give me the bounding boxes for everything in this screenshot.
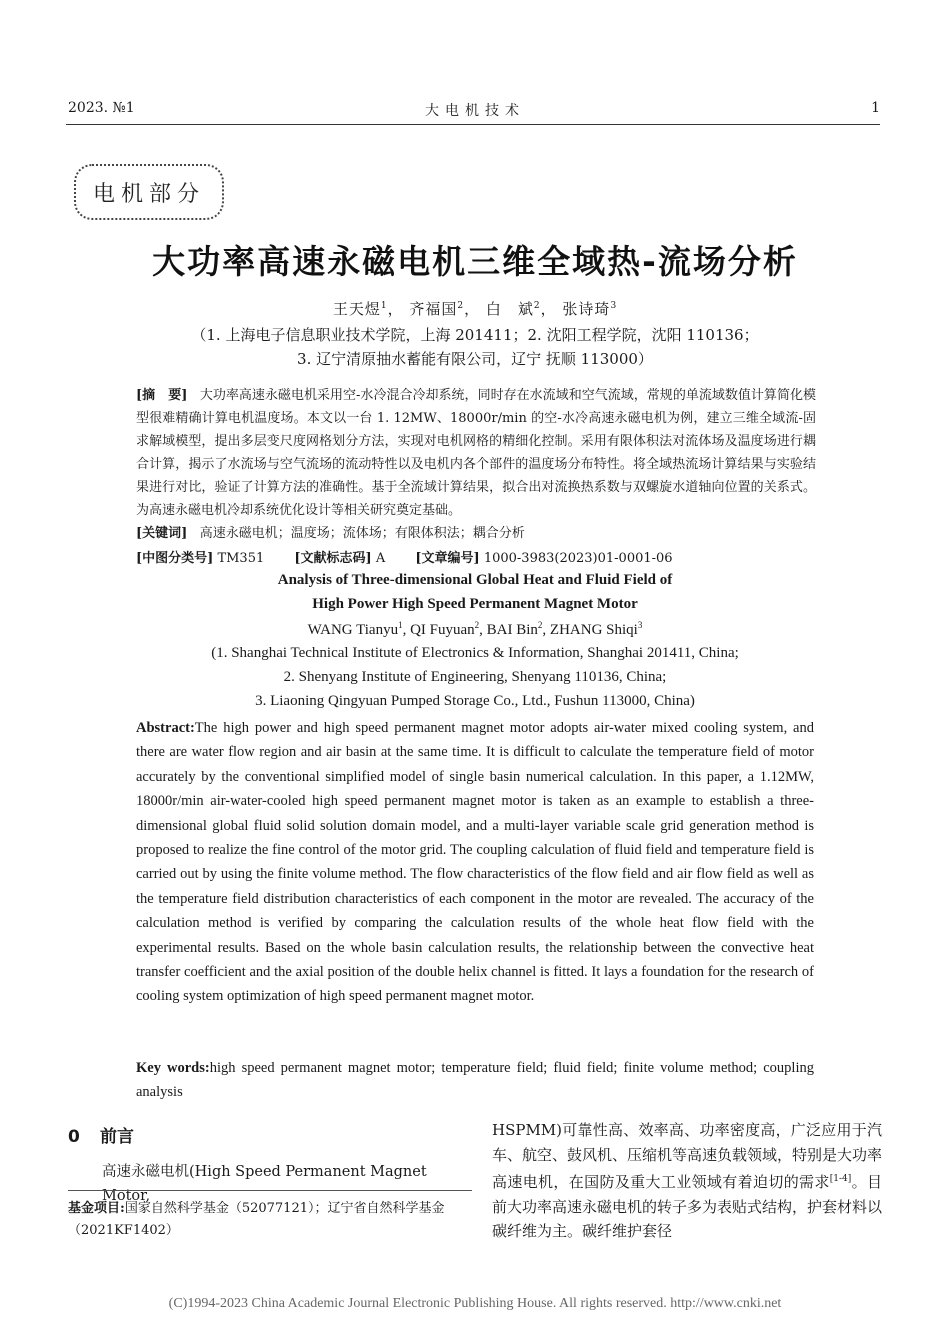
en-affiliation-line: 2. Shenyang Institute of Engineering, Shenyang 110136, China;	[283, 669, 667, 685]
abstract-cn-text: 大功率高速永磁电机采用空-水冷混合冷却系统，同时存在水流域和空气流域，常规的单流域数值计算简化模型很难精确计算电机温度场。本文以一台 1. 12MW、18000r/min 的空-水冷高速永磁电机为例，建立三维全域流-固求解域模型，提出多层变尺度网格划分方法，实现对电机网格的精细化控制。采用有限体积法对流体场及温度场进行耦合计算，揭示了水流场与空气流场的流动特性以及电机内各个部件的温度场分布特性。将全域热流场计算结果与实验结果进行对比，验证了计算方法的准确性。基于全流域计算结果，拟合出对流换热系数与双螺旋水道轴向位置的关系式。为高速永磁电机冷却系统优化设计等相关研究奠定基础。	[136, 388, 816, 518]
section-label: 电机部分	[92, 181, 205, 207]
abstract-en-text: The high power and high speed permanent magnet motor adopts air-water mixed cooling system, and there are water flow region and air basin at the same time. It is difficult to calculate the temperature field of motor accurately by the conventional simplified model of single basin numerical calculation. In this paper, a 1.12MW, 18000r/min air-water-cooled high speed permanent magnet motor is taken as an example to establish a three-dimensional global fluid solid solution domain model, and a multi-layer variable scale grid generation method is proposed to realize the fine control of the motor grid. The coupling calculation of fluid field and temperature field is carried out by using the finite volume method. The flow characteristics of the flow field and air flow field as well as the temperature field distribution characteristics of each component in the motor are revealed. The accuracy of the calculation method is verified by comparing the calculation results of the whole heat flow field with the experimental results. Based on the whole basin calculation results, the relationship between the convective heat transfer coefficient and the axial position of the double helix channel is fitted. It lays a foundation for the research of cooling system optimization of high speed permanent magnet motor.	[136, 720, 814, 1005]
en-title-line: Analysis of Three-dimensional Global Heat and Fluid Field of	[277, 572, 673, 588]
cn-authors: 王天煜$^1$， 齐福国$^2$， 白 斌$^2$， 张诗琦$^3$	[332, 300, 618, 318]
clc-label: [中图分类号]	[136, 551, 214, 566]
en-authors: WANG Tianyu$^1$, QI Fuyuan$^2$, BAI Bin$^2$, ZHANG Shiqi$^3$	[307, 620, 643, 638]
en-author-affil-mark: 1	[398, 620, 403, 630]
en-title-line: High Power High Speed Permanent Magnet Motor	[312, 596, 638, 612]
abstract-cn	[136, 384, 816, 522]
doc-code-value: A	[375, 551, 386, 566]
en-author-name: WANG Tianyu	[307, 622, 399, 638]
keywords-cn-label: [关键词]	[136, 526, 188, 541]
en-author-name: ZHANG Shiqi	[549, 622, 638, 638]
paper-title: 大功率高速永磁电机三维全域热-流场分析	[152, 242, 798, 281]
classification-row	[136, 547, 836, 566]
en-author-affil-mark: 2	[537, 620, 543, 630]
author-affil-mark: 3	[610, 301, 618, 311]
en-author-affil-mark: 3	[637, 620, 643, 630]
cn-affiliation-line: 3. 辽宁清原抽水蓄能有限公司，辽宁 抚顺 113000）	[297, 350, 653, 368]
section-label-box	[74, 164, 224, 220]
cn-affiliation-line: （1. 上海电子信息职业技术学院，上海 201411；2. 沈阳工程学院，沈阳 110136；	[191, 326, 759, 344]
issue-number: 2023. №1	[68, 100, 135, 116]
section-heading	[68, 1122, 134, 1147]
body-right-text-cont: 。目前大功率高速永磁电机的转子多为表贴式结构，护套材料以碳纤维为主。碳纤维护套径	[492, 1173, 883, 1241]
clc-value: TM351	[217, 551, 265, 566]
author-affil-mark: 2	[457, 301, 465, 311]
body-right-text: HSPMM)可靠性高、效率高、功率密度高，广泛应用于汽车、航空、鼓风机、压缩机等高速负载领域，特别是大功率高速电机，在国防及重大工业领域有着迫切的需求	[492, 1121, 883, 1192]
header-rule	[66, 124, 880, 125]
doc-code-label: [文献标志码]	[294, 551, 372, 566]
page-number: 1	[871, 100, 880, 116]
funding-label: 基金项目:	[68, 1201, 125, 1216]
en-affiliation-line: (1. Shanghai Technical Institute of Electronics & Information, Shanghai 201411, China;	[211, 645, 739, 661]
abstract-en	[136, 716, 814, 1009]
funding-text: 国家自然科学基金（52077121）；辽宁省自然科学基金（2021KF1402）	[68, 1201, 445, 1238]
author-name: 白 斌	[485, 300, 534, 318]
journal-name: 大电机技术	[425, 103, 525, 119]
section-number: 0	[68, 1127, 80, 1147]
author-name: 王天煜	[332, 300, 381, 318]
keywords-cn	[136, 522, 816, 541]
abstract-cn-label: [摘 要]	[136, 388, 188, 403]
article-no-value: 1000-3983(2023)01-0001-06	[483, 551, 673, 566]
author-affil-mark: 2	[533, 301, 541, 311]
body-text-right	[492, 1118, 882, 1244]
abstract-en-label: Abstract:	[136, 720, 195, 736]
citation-ref: [1-4]	[829, 1174, 852, 1185]
body-text-left: 高速永磁电机(High Speed Permanent Magnet Motor,	[102, 1164, 427, 1204]
article-no-label: [文章编号]	[415, 551, 480, 566]
author-name: 齐福国	[409, 300, 458, 318]
keywords-en-label: Key words:	[136, 1060, 210, 1076]
author-affil-mark: 1	[380, 301, 388, 311]
author-name: 张诗琦	[562, 300, 611, 318]
keywords-en	[136, 1056, 814, 1104]
en-author-name: QI Fuyuan	[410, 622, 475, 638]
en-author-name: BAI Bin	[486, 622, 538, 638]
funding-note	[68, 1198, 468, 1242]
keywords-en-text: high speed permanent magnet motor; temperature field; fluid field; finite volume method; coupling analysis	[136, 1060, 814, 1100]
footnote-rule	[68, 1190, 472, 1191]
en-author-affil-mark: 2	[474, 620, 480, 630]
en-affiliation-line: 3. Liaoning Qingyuan Pumped Storage Co., Ltd., Fushun 113000, China)	[255, 693, 695, 709]
keywords-cn-text: 高速永磁电机；温度场；流体场；有限体积法；耦合分析	[199, 526, 525, 541]
copyright-footer: (C)1994-2023 China Academic Journal Electronic Publishing House. All rights reserved. http://www.cnki.net	[168, 1296, 782, 1311]
section-title: 前言	[100, 1127, 134, 1147]
